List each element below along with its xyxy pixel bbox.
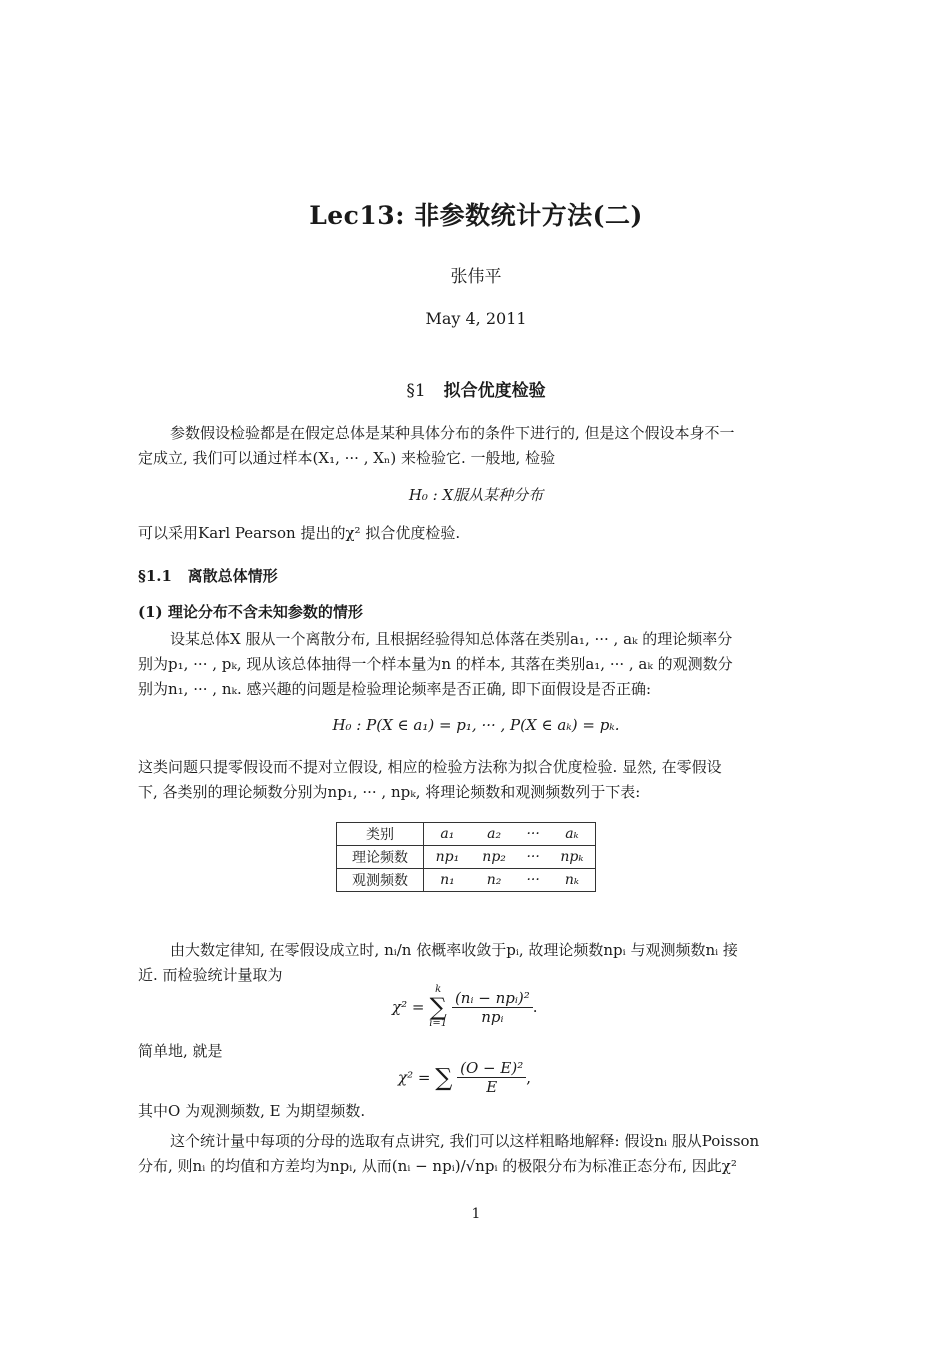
formula-period: . xyxy=(532,998,538,1016)
table-cell: n₂ xyxy=(471,869,518,892)
section-title: 拟合优度检验 xyxy=(443,381,546,401)
numerator: (nᵢ − npᵢ)² xyxy=(452,989,533,1008)
intro-line-2: 定成立, 我们可以通过样本(X₁, ··· , Xₙ) 来检验它. 一般地, 检验 xyxy=(138,449,556,467)
table-cell: a₁ xyxy=(424,823,471,846)
chi-square-simple-formula xyxy=(398,1059,531,1096)
sum-lower: i=1 xyxy=(429,1018,448,1029)
table-cell: npₖ xyxy=(549,846,596,869)
page-number: 1 xyxy=(471,1206,481,1222)
table-cell: ··· xyxy=(517,869,548,892)
subsection-number: §1.1 xyxy=(138,567,172,585)
chi-lhs: χ² = xyxy=(392,998,430,1016)
case1-heading: (1) 理论分布不含未知参数的情形 xyxy=(138,603,363,621)
after-hypothesis-text: 可以采用Karl Pearson 提出的χ² 拟合优度检验. xyxy=(138,524,461,542)
formula-comma: , xyxy=(526,1068,531,1087)
fraction xyxy=(457,1059,526,1096)
table-row xyxy=(337,869,596,892)
explain-line-1: 这个统计量中每项的分母的选取有点讲究, 我们可以这样粗略地解释: 假设nᵢ 服从Poisson xyxy=(170,1132,760,1150)
chi-square-formula xyxy=(392,985,538,1029)
subsection-heading xyxy=(138,565,278,586)
table-cell: nₖ xyxy=(549,869,596,892)
paper-title: Lec13: 非参数统计方法(二) xyxy=(309,201,643,230)
table-cell: n₁ xyxy=(424,869,471,892)
hypothesis-equation: H₀ : X服从某种分布 xyxy=(408,486,544,504)
paper-date: May 4, 2011 xyxy=(425,309,527,328)
table-cell: 观测频数 xyxy=(337,869,424,892)
subsection-title: 离散总体情形 xyxy=(187,567,278,585)
section-heading xyxy=(0,376,952,401)
where-text: 其中O 为观测频数, E 为期望频数. xyxy=(138,1102,366,1120)
case1-after-line-1: 这类问题只提零假设而不提对立假设, 相应的检验方法称为拟合优度检验. 显然, 在零假设 xyxy=(138,758,722,776)
author-name: 张伟平 xyxy=(450,267,502,287)
table-row xyxy=(337,846,596,869)
table-cell: ··· xyxy=(517,846,548,869)
case1-after-line-2: 下, 各类别的理论频数分别为np₁, ··· , npₖ, 将理论频数和观测频数列于下表: xyxy=(138,783,641,801)
numerator: (O − E)² xyxy=(457,1059,526,1078)
simply-text: 简单地, 就是 xyxy=(138,1042,223,1060)
sum-upper: k xyxy=(435,984,442,995)
table-cell: ··· xyxy=(517,823,548,846)
table-cell: 理论频数 xyxy=(337,846,424,869)
sum-operator xyxy=(429,985,447,1029)
case1-line-1: 设某总体X 服从一个离散分布, 且根据经验得知总体落在类别a₁, ··· , aₖ 的理论频率分 xyxy=(170,630,733,648)
sum-sign: ∑ xyxy=(435,1063,453,1092)
stat-line-2: 近. 而检验统计量取为 xyxy=(138,966,283,984)
frequency-table xyxy=(336,822,596,892)
table-cell: np₁ xyxy=(424,846,471,869)
table-row xyxy=(337,823,596,846)
table-cell: a₂ xyxy=(471,823,518,846)
explain-line-2: 分布, 则nᵢ 的均值和方差均为npᵢ, 从而(nᵢ − npᵢ)/√npᵢ 的极限分布为标准正态分布, 因此χ² xyxy=(138,1157,737,1175)
table-cell: np₂ xyxy=(471,846,518,869)
intro-line-1: 参数假设检验都是在假定总体是某种具体分布的条件下进行的, 但是这个假设本身不一 xyxy=(170,424,735,442)
table-cell: 类别 xyxy=(337,823,424,846)
case1-line-3: 别为n₁, ··· , nₖ. 感兴趣的问题是检验理论频率是否正确, 即下面假设是否正确: xyxy=(138,680,652,698)
denominator: E xyxy=(486,1078,498,1096)
case1-line-2: 别为p₁, ··· , pₖ, 现从该总体抽得一个样本量为n 的样本, 其落在类别a₁, ··· , aₖ 的观测数分 xyxy=(138,655,733,673)
denominator: npᵢ xyxy=(481,1007,504,1026)
sum-sign: ∑ xyxy=(429,993,447,1021)
table-cell: aₖ xyxy=(549,823,596,846)
case1-equation: H₀ : P(X ∈ a₁) = p₁, ··· , P(X ∈ aₖ) = pₖ. xyxy=(332,716,620,734)
section-number: §1 xyxy=(406,381,426,401)
chi-lhs: χ² = xyxy=(398,1068,436,1087)
fraction xyxy=(452,989,533,1026)
stat-line-1: 由大数定律知, 在零假设成立时, nᵢ/n 依概率收敛于pᵢ, 故理论频数npᵢ 与观测频数nᵢ 接 xyxy=(170,941,738,959)
